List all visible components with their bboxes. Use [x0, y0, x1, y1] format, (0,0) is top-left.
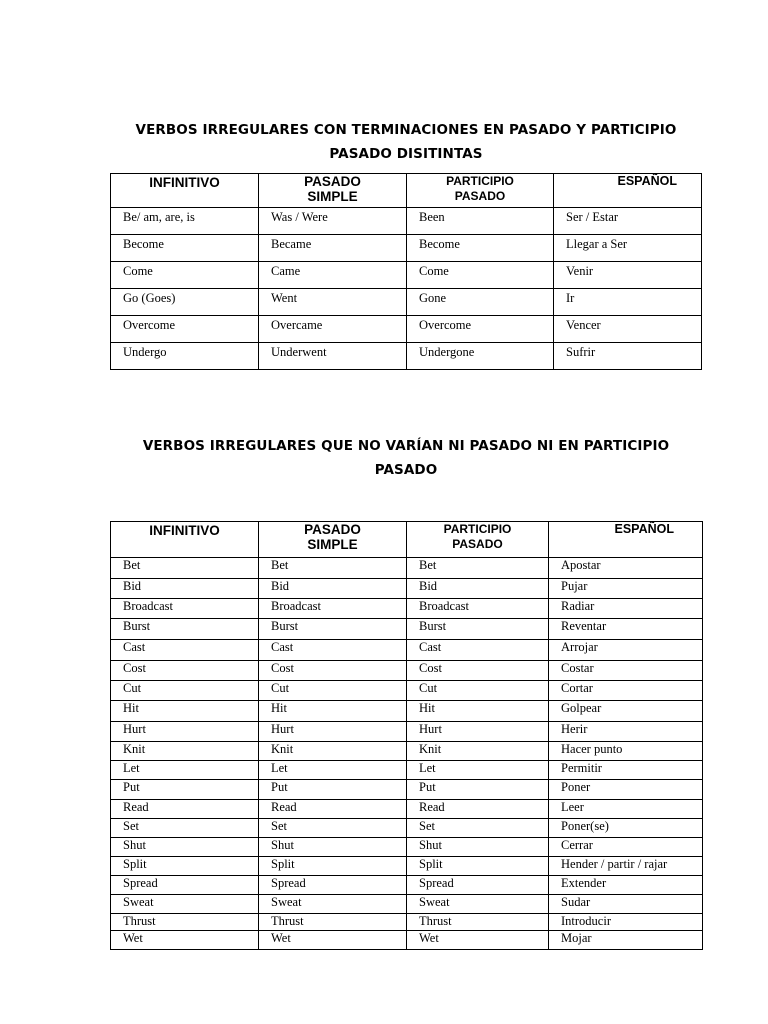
table-row [111, 661, 703, 681]
header-participio-pasado: PARTICIPIO PASADO [407, 174, 554, 208]
cell-participio-pasado: Bid [407, 579, 549, 599]
cell-participio-pasado: Undergone [407, 343, 554, 370]
section-title-different-forms: VERBOS IRREGULARES CON TERMINACIONES EN PASADO Y PARTICIPIO PASADO DISITINTAS [135, 122, 677, 162]
cell-participio-pasado: Read [407, 800, 549, 819]
cell-pasado-simple: Was / Were [259, 208, 407, 235]
cell-pasado-simple: Broadcast [259, 599, 407, 619]
cell-participio-pasado: Become [407, 235, 554, 262]
cell-pasado-simple: Knit [259, 742, 407, 761]
irregular-verbs-table-different [110, 173, 702, 370]
cell-pasado-simple: Wet [259, 931, 407, 950]
cell-infinitivo: Go (Goes) [111, 289, 259, 316]
cell-espanol: Reventar [549, 619, 703, 640]
cell-infinitivo: Sweat [111, 895, 259, 914]
cell-infinitivo: Bet [111, 558, 259, 579]
cell-infinitivo: Shut [111, 838, 259, 857]
cell-espanol: Permitir [549, 761, 703, 780]
section-title-same-forms: VERBOS IRREGULARES QUE NO VARÍAN NI PASADO NI EN PARTICIPIO PASADO [142, 438, 670, 478]
table-row [111, 619, 703, 640]
cell-infinitivo: Thrust [111, 914, 259, 931]
cell-pasado-simple: Went [259, 289, 407, 316]
header-infinitivo: INFINITIVO [111, 174, 259, 208]
cell-pasado-simple: Put [259, 780, 407, 800]
cell-infinitivo: Cast [111, 640, 259, 661]
cell-participio-pasado: Shut [407, 838, 549, 857]
cell-participio-pasado: Come [407, 262, 554, 289]
cell-pasado-simple: Shut [259, 838, 407, 857]
cell-espanol: Apostar [549, 558, 703, 579]
table-row [111, 208, 702, 235]
cell-infinitivo: Bid [111, 579, 259, 599]
cell-pasado-simple: Cost [259, 661, 407, 681]
cell-pasado-simple: Bid [259, 579, 407, 599]
cell-espanol: Ir [554, 289, 702, 316]
cell-pasado-simple: Split [259, 857, 407, 876]
cell-espanol: Arrojar [549, 640, 703, 661]
table-row [111, 800, 703, 819]
header-participio-pasado: PARTICIPIO PASADO [407, 522, 549, 558]
cell-pasado-simple: Cast [259, 640, 407, 661]
cell-pasado-simple: Burst [259, 619, 407, 640]
header-infinitivo: INFINITIVO [111, 522, 259, 558]
cell-infinitivo: Split [111, 857, 259, 876]
cell-espanol: Vencer [554, 316, 702, 343]
cell-espanol: Mojar [549, 931, 703, 950]
cell-infinitivo: Knit [111, 742, 259, 761]
cell-pasado-simple: Set [259, 819, 407, 838]
header-pasado-simple: PASADO SIMPLE [259, 174, 407, 208]
header-espanol: ESPAÑOL [554, 174, 702, 208]
cell-espanol: Poner(se) [549, 819, 703, 838]
cell-participio-pasado: Split [407, 857, 549, 876]
table-row [111, 235, 702, 262]
cell-espanol: Venir [554, 262, 702, 289]
cell-infinitivo: Overcome [111, 316, 259, 343]
cell-pasado-simple: Came [259, 262, 407, 289]
cell-participio-pasado: Put [407, 780, 549, 800]
cell-participio-pasado: Bet [407, 558, 549, 579]
cell-participio-pasado: Cast [407, 640, 549, 661]
header-pasado-simple: PASADO SIMPLE [259, 522, 407, 558]
cell-espanol: Hender / partir / rajar [549, 857, 703, 876]
cell-infinitivo: Burst [111, 619, 259, 640]
table-row [111, 558, 703, 579]
table-row [111, 289, 702, 316]
table-row [111, 640, 703, 661]
cell-participio-pasado: Spread [407, 876, 549, 895]
cell-espanol: Leer [549, 800, 703, 819]
cell-participio-pasado: Hit [407, 701, 549, 722]
cell-pasado-simple: Let [259, 761, 407, 780]
cell-infinitivo: Hit [111, 701, 259, 722]
cell-infinitivo: Let [111, 761, 259, 780]
cell-espanol: Sudar [549, 895, 703, 914]
cell-espanol: Poner [549, 780, 703, 800]
cell-infinitivo: Hurt [111, 722, 259, 742]
cell-espanol: Herir [549, 722, 703, 742]
cell-espanol: Golpear [549, 701, 703, 722]
cell-infinitivo: Undergo [111, 343, 259, 370]
table-row [111, 722, 703, 742]
cell-participio-pasado: Cost [407, 661, 549, 681]
table-row [111, 681, 703, 701]
table-header-row [111, 522, 703, 558]
table-row [111, 838, 703, 857]
cell-participio-pasado: Knit [407, 742, 549, 761]
cell-espanol: Radiar [549, 599, 703, 619]
header-espanol: ESPAÑOL [549, 522, 703, 558]
cell-infinitivo: Come [111, 262, 259, 289]
cell-participio-pasado: Set [407, 819, 549, 838]
cell-espanol: Cerrar [549, 838, 703, 857]
cell-participio-pasado: Cut [407, 681, 549, 701]
cell-participio-pasado: Let [407, 761, 549, 780]
cell-pasado-simple: Became [259, 235, 407, 262]
cell-espanol: Cortar [549, 681, 703, 701]
table-row [111, 579, 703, 599]
cell-espanol: Hacer punto [549, 742, 703, 761]
cell-participio-pasado: Thrust [407, 914, 549, 931]
table-row [111, 857, 703, 876]
cell-pasado-simple: Read [259, 800, 407, 819]
cell-pasado-simple: Sweat [259, 895, 407, 914]
cell-infinitivo: Set [111, 819, 259, 838]
table-row [111, 599, 703, 619]
cell-infinitivo: Spread [111, 876, 259, 895]
table-row [111, 343, 702, 370]
cell-espanol: Llegar a Ser [554, 235, 702, 262]
cell-pasado-simple: Hit [259, 701, 407, 722]
cell-infinitivo: Put [111, 780, 259, 800]
table-row [111, 931, 703, 950]
cell-pasado-simple: Bet [259, 558, 407, 579]
cell-infinitivo: Be/ am, are, is [111, 208, 259, 235]
irregular-verbs-table-same [110, 521, 703, 950]
cell-participio-pasado: Been [407, 208, 554, 235]
cell-participio-pasado: Burst [407, 619, 549, 640]
cell-participio-pasado: Broadcast [407, 599, 549, 619]
table-row [111, 316, 702, 343]
cell-espanol: Pujar [549, 579, 703, 599]
cell-participio-pasado: Wet [407, 931, 549, 950]
cell-espanol: Costar [549, 661, 703, 681]
cell-espanol: Sufrir [554, 343, 702, 370]
cell-espanol: Introducir [549, 914, 703, 931]
cell-participio-pasado: Gone [407, 289, 554, 316]
cell-participio-pasado: Sweat [407, 895, 549, 914]
table-row [111, 895, 703, 914]
cell-participio-pasado: Hurt [407, 722, 549, 742]
cell-pasado-simple: Cut [259, 681, 407, 701]
cell-infinitivo: Broadcast [111, 599, 259, 619]
cell-pasado-simple: Spread [259, 876, 407, 895]
cell-pasado-simple: Overcame [259, 316, 407, 343]
cell-pasado-simple: Underwent [259, 343, 407, 370]
table-row [111, 262, 702, 289]
table-row [111, 780, 703, 800]
cell-pasado-simple: Thrust [259, 914, 407, 931]
cell-infinitivo: Become [111, 235, 259, 262]
cell-infinitivo: Cut [111, 681, 259, 701]
cell-infinitivo: Wet [111, 931, 259, 950]
table-header-row [111, 174, 702, 208]
cell-espanol: Extender [549, 876, 703, 895]
cell-pasado-simple: Hurt [259, 722, 407, 742]
table-row [111, 914, 703, 931]
table-row [111, 701, 703, 722]
table-row [111, 876, 703, 895]
cell-infinitivo: Read [111, 800, 259, 819]
cell-participio-pasado: Overcome [407, 316, 554, 343]
table-row [111, 761, 703, 780]
table-row [111, 819, 703, 838]
cell-espanol: Ser / Estar [554, 208, 702, 235]
table-row [111, 742, 703, 761]
cell-infinitivo: Cost [111, 661, 259, 681]
